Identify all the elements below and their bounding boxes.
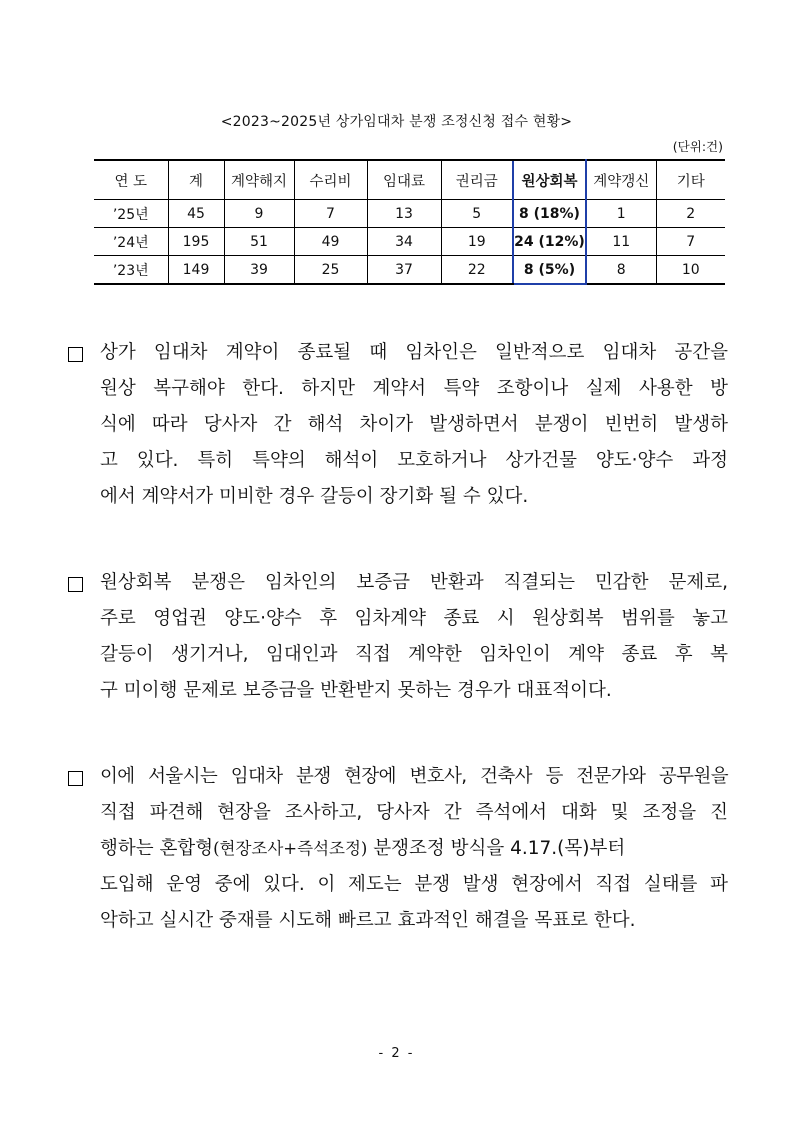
paragraph-line: 구 미이행 문제로 보증금을 반환받지 못하는 경우가 대표적이다. — [100, 680, 612, 701]
cell-rent: 34 — [367, 228, 441, 256]
header-repair: 수리비 — [294, 160, 367, 200]
cell-renewal: 11 — [586, 228, 656, 256]
checkbox-bullet-icon — [68, 577, 83, 592]
header-rent: 임대료 — [367, 160, 441, 200]
cell-total: 195 — [168, 228, 224, 256]
cell-renewal: 8 — [586, 256, 656, 285]
paragraph-line: 주로 영업권 양도·양수 후 임차계약 종료 시 원상회복 범위를 놓고 — [100, 608, 728, 629]
table-row — [94, 200, 725, 228]
cell-termination: 51 — [224, 228, 294, 256]
cell-restoration: 8 (18%) — [513, 200, 586, 228]
paragraph-line: 식에 따라 당사자 간 해석 차이가 발생하면서 분쟁이 빈번히 발생하 — [100, 414, 728, 435]
paragraph-line: 원상회복 분쟁은 임차인의 보증금 반환과 직결되는 민감한 문제로, — [100, 572, 728, 593]
cell-renewal: 1 — [586, 200, 656, 228]
dispute-stats-table — [94, 159, 725, 285]
header-termination: 계약해지 — [224, 160, 294, 200]
paragraph-line: 악하고 실시간 중재를 시도해 빠르고 효과적인 해결을 목표로 한다. — [100, 910, 636, 931]
header-other: 기타 — [656, 160, 725, 200]
unit-label: (단위:건) — [672, 139, 723, 154]
paragraph-line: 원상 복구해야 한다. 하지만 계약서 특약 조항이나 실제 사용한 방 — [100, 378, 728, 399]
checkbox-bullet-icon — [68, 347, 83, 362]
checkbox-bullet-icon — [68, 771, 83, 786]
paragraph-line: 이에 서울시는 임대차 분쟁 현장에 변호사, 건축사 등 전문가와 공무원을 — [100, 766, 728, 787]
cell-repair: 7 — [294, 200, 367, 228]
header-restoration: 원상회복 — [513, 160, 586, 200]
cell-total: 45 — [168, 200, 224, 228]
paragraph-line: 갈등이 생기거나, 임대인과 직접 계약한 임차인이 계약 종료 후 복 — [100, 644, 728, 665]
text-segment: 분쟁조정 방식을 4.17.(목)부터 — [367, 838, 626, 859]
cell-year: ’24년 — [94, 228, 168, 256]
cell-termination: 39 — [224, 256, 294, 285]
table-row — [94, 256, 725, 285]
cell-premium: 19 — [441, 228, 513, 256]
paragraph-line: 고 있다. 특히 특약의 해석이 모호하거나 상가건물 양도·양수 과정 — [100, 450, 728, 471]
cell-other: 7 — [656, 228, 725, 256]
header-year: 연 도 — [94, 160, 168, 200]
header-renewal: 계약갱신 — [586, 160, 656, 200]
cell-year: ’25년 — [94, 200, 168, 228]
table-header-row — [94, 160, 725, 200]
cell-other: 2 — [656, 200, 725, 228]
page-number: - 2 - — [378, 1046, 415, 1061]
cell-termination: 9 — [224, 200, 294, 228]
cell-restoration: 24 (12%) — [513, 228, 586, 256]
cell-rent: 13 — [367, 200, 441, 228]
cell-repair: 49 — [294, 228, 367, 256]
paragraph-line — [100, 837, 728, 861]
paragraph-line: 도입해 운영 중에 있다. 이 제도는 분쟁 발생 현장에서 직접 실태를 파 — [100, 874, 728, 895]
cell-rent: 37 — [367, 256, 441, 285]
paragraph-line: 상가 임대차 계약이 종료될 때 임차인은 일반적으로 임대차 공간을 — [100, 342, 728, 363]
text-segment: 행하는 혼합형 — [100, 838, 214, 859]
cell-other: 10 — [656, 256, 725, 285]
paragraph-line: 직접 파견해 현장을 조사하고, 당사자 간 즉석에서 대화 및 조정을 진 — [100, 802, 728, 823]
cell-premium: 22 — [441, 256, 513, 285]
cell-restoration: 8 (5%) — [513, 256, 586, 285]
text-segment-serif: (현장조사+즉석조정) — [213, 839, 368, 858]
cell-repair: 25 — [294, 256, 367, 285]
table-row — [94, 228, 725, 256]
cell-total: 149 — [168, 256, 224, 285]
header-total: 계 — [168, 160, 224, 200]
paragraph-line: 에서 계약서가 미비한 경우 갈등이 장기화 될 수 있다. — [100, 486, 529, 507]
table-title: <2023~2025년 상가임대차 분쟁 조정신청 접수 현황> — [220, 114, 573, 130]
header-premium: 권리금 — [441, 160, 513, 200]
cell-year: ’23년 — [94, 256, 168, 285]
cell-premium: 5 — [441, 200, 513, 228]
